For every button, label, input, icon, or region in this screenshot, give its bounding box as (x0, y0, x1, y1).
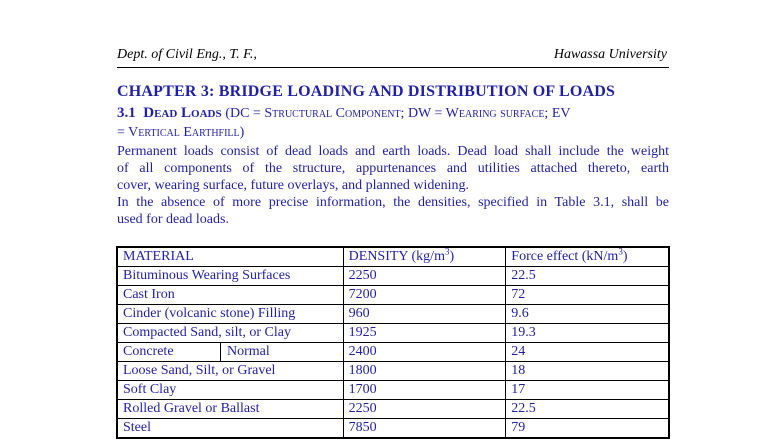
cell-material-sub: Normal (227, 344, 270, 359)
paragraph-dead-loads (117, 143, 669, 194)
cell-material-split (117, 343, 343, 362)
section-subtitle-1: (DC = Structural Component; DW = Wearing surface; EV (225, 106, 571, 121)
cell-density: 7850 (343, 419, 506, 439)
paragraph-line: In the absence of more precise information, the densities, specified in Table 3.1, shall be (117, 195, 669, 210)
table-row (117, 381, 669, 400)
cell-force: 22.5 (506, 400, 669, 419)
cell-density: 2400 (343, 343, 506, 362)
table-header-row (117, 247, 669, 267)
cell-density: 1925 (343, 324, 506, 343)
cell-material: Loose Sand, Silt, or Gravel (117, 362, 343, 381)
header-material: MATERIAL (117, 247, 343, 267)
cell-density: 2250 (343, 267, 506, 286)
cell-force: 79 (506, 419, 669, 439)
cell-density: 1800 (343, 362, 506, 381)
paragraph-line: of all components of the structure, appurtenances and utilities attached thereto, earth (117, 161, 669, 176)
header-university: Hawassa University (553, 47, 667, 62)
cell-force: 24 (506, 343, 669, 362)
section-subtitle-2: = Vertical Earthfill) (117, 125, 245, 140)
cell-material: Rolled Gravel or Ballast (117, 400, 343, 419)
paragraph-line: Permanent loads consist of dead loads and earth loads. Dead load shall include the weight (117, 144, 669, 159)
cell-force: 22.5 (506, 267, 669, 286)
cell-material: Cinder (volcanic stone) Filling (117, 305, 343, 324)
cell-material: Compacted Sand, silt, or Clay (117, 324, 343, 343)
cell-force: 19.3 (506, 324, 669, 343)
cell-density: 7200 (343, 286, 506, 305)
section-title: Dead Loads (143, 105, 222, 121)
paragraph-line: used for dead loads. (117, 212, 229, 227)
cell-force: 17 (506, 381, 669, 400)
cell-force: 18 (506, 362, 669, 381)
chapter-title: CHAPTER 3: BRIDGE LOADING AND DISTRIBUTION OF LOADS (117, 83, 616, 100)
cell-material: Cast Iron (117, 286, 343, 305)
cell-material: Steel (117, 419, 343, 439)
cell-density: 960 (343, 305, 506, 324)
cell-density: 1700 (343, 381, 506, 400)
table-row (117, 362, 669, 381)
header-density: DENSITY $(kg/m^3)$ (343, 247, 506, 267)
table-row (117, 267, 669, 286)
section-heading (117, 104, 669, 142)
cell-force: 9.6 (506, 305, 669, 324)
paragraph-densities (117, 194, 669, 228)
paragraph-line: cover, wearing surface, future overlays, and planned widening. (117, 178, 470, 193)
table-row (117, 400, 669, 419)
table-row (117, 286, 669, 305)
cell-material: Bituminous Wearing Surfaces (117, 267, 343, 286)
table-row (117, 343, 669, 362)
table-row (117, 419, 669, 439)
cell-material: Concrete (118, 343, 221, 361)
cell-material: Soft Clay (117, 381, 343, 400)
density-table (116, 246, 670, 439)
page-header (117, 47, 669, 68)
table-row (117, 305, 669, 324)
section-number: 3.1 (117, 105, 136, 121)
table-row (117, 324, 669, 343)
cell-density: 2250 (343, 400, 506, 419)
header-department: Dept. of Civil Eng., T. F., (117, 47, 257, 62)
header-force-effect: Force effect $(kN/m^3)$ (506, 247, 669, 267)
cell-force: 72 (506, 286, 669, 305)
